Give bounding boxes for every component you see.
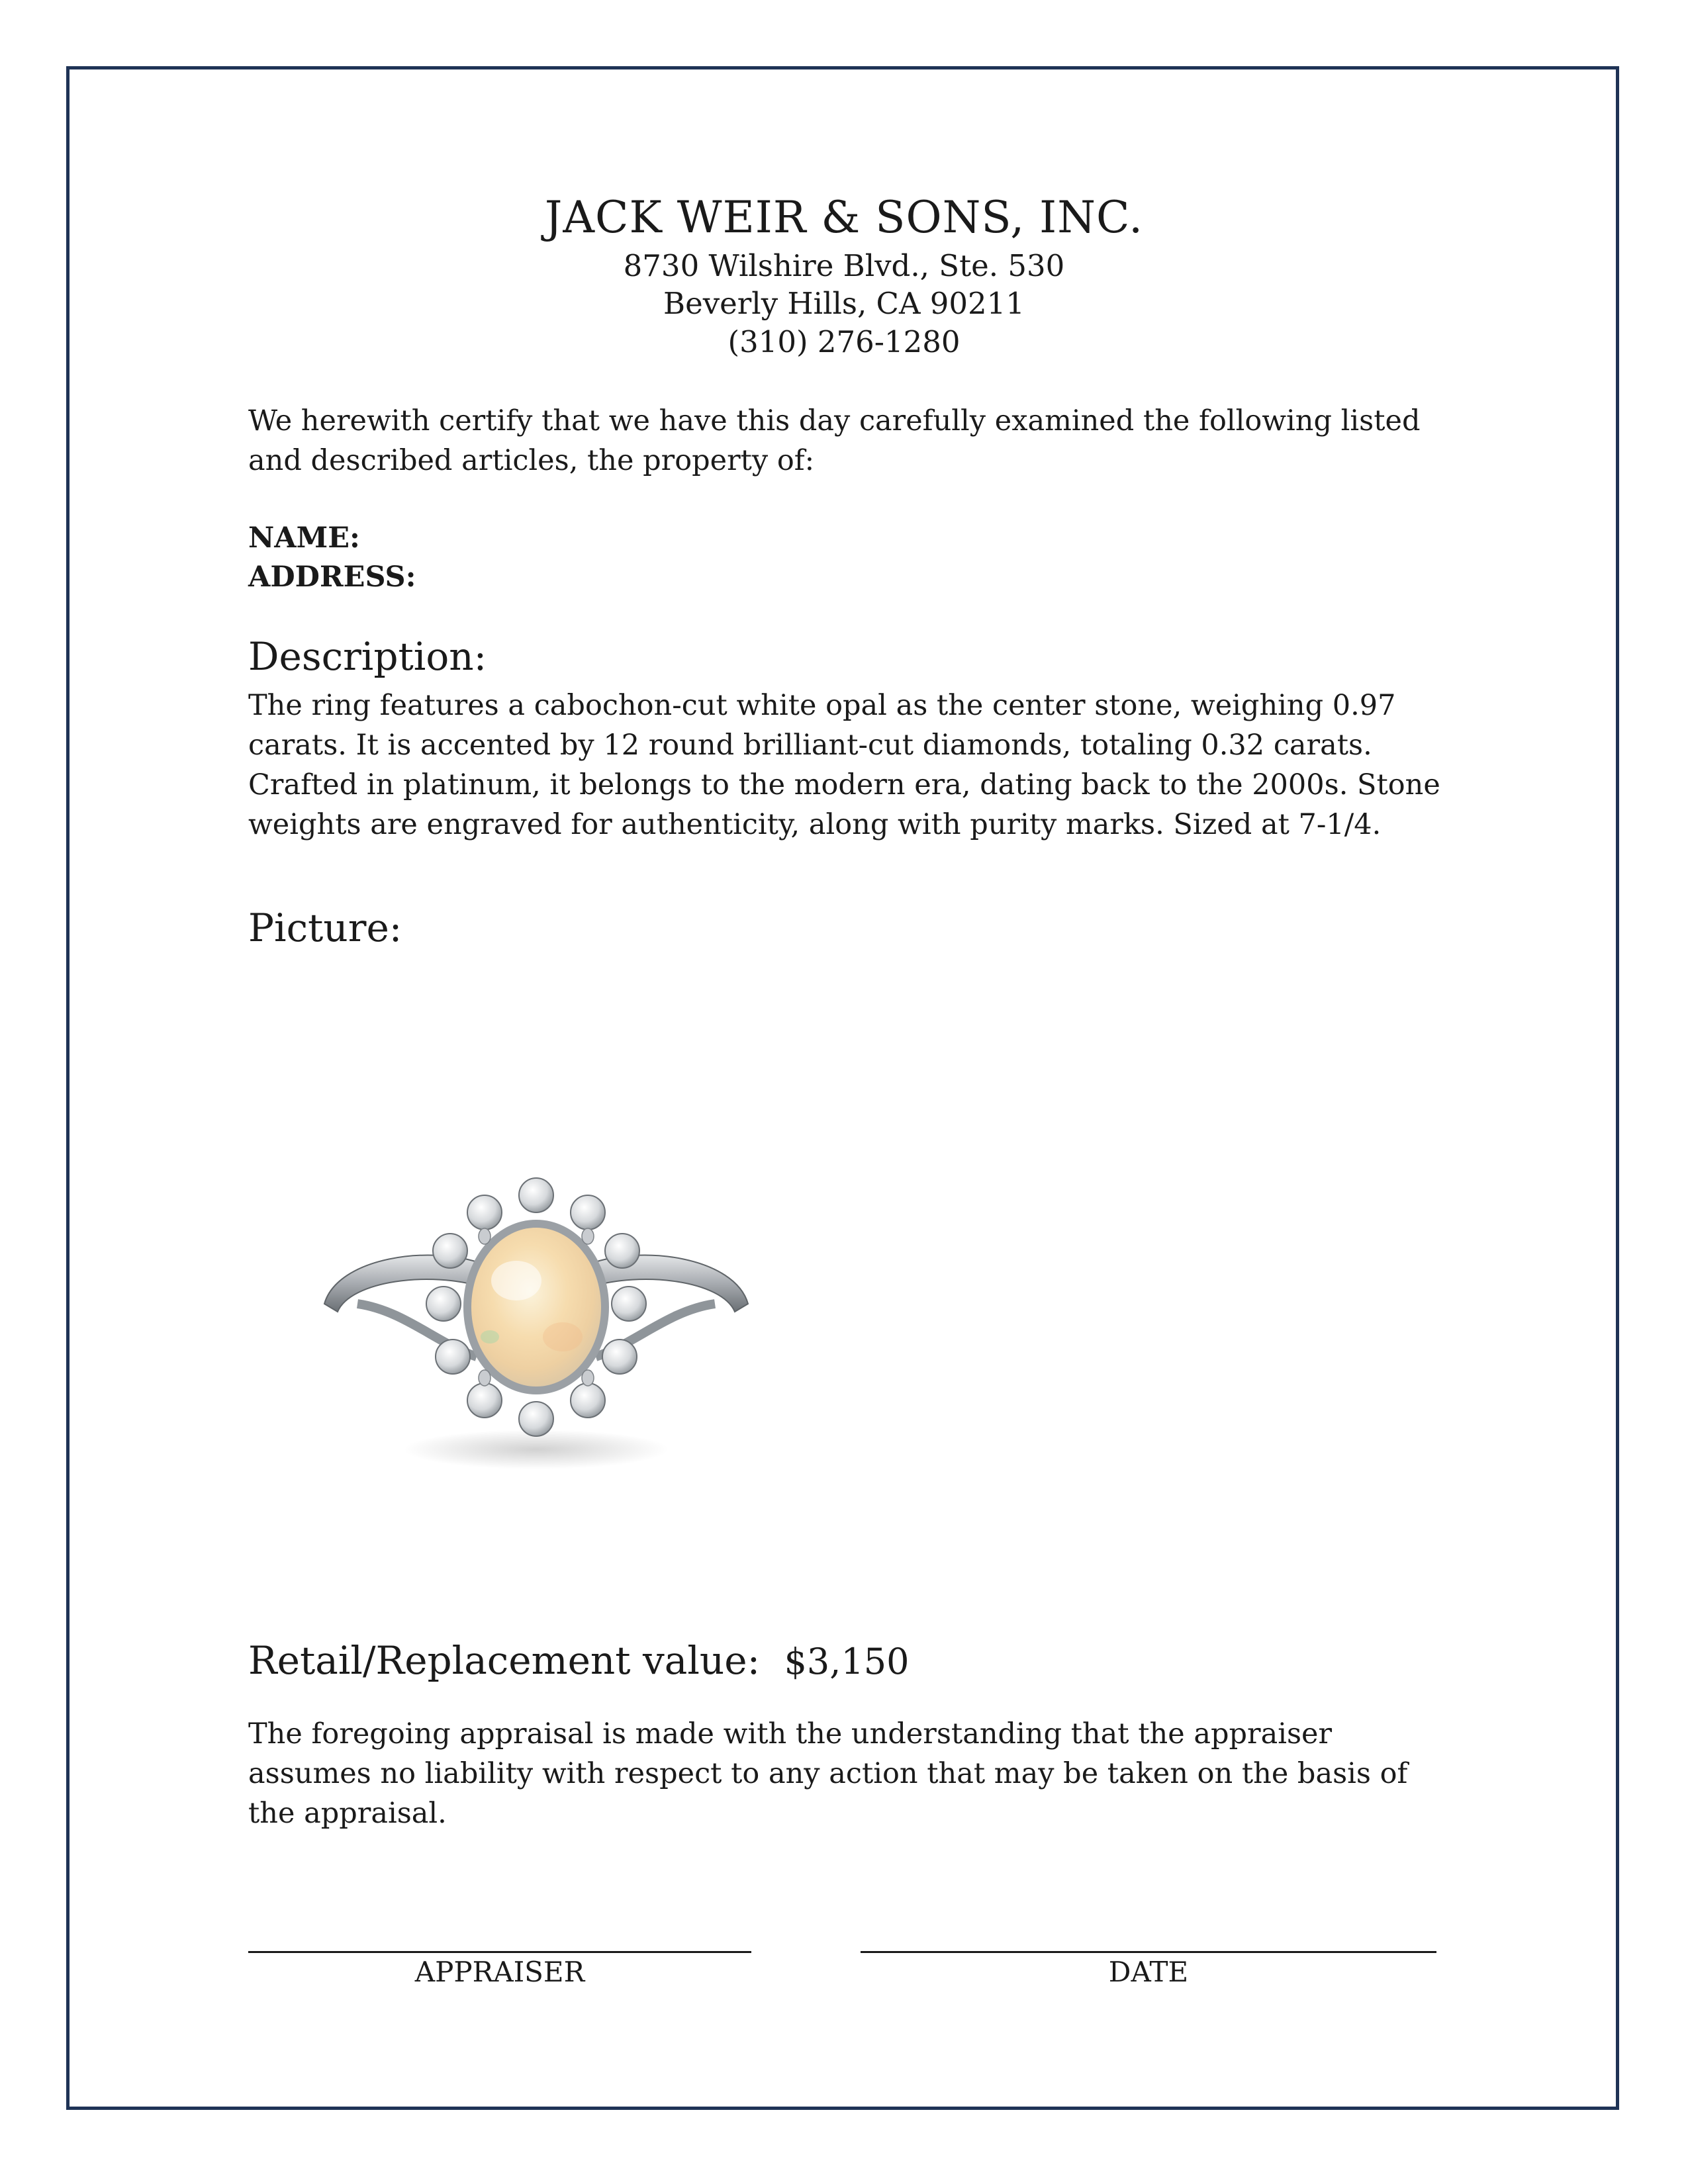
picture-heading: Picture: (248, 905, 402, 950)
company-address-line1: 8730 Wilshire Blvd., Ste. 530 (623, 248, 1065, 283)
owner-name-row (248, 518, 1453, 558)
disclaimer-text: The foregoing appraisal is made with the understanding that the appraiser assumes no liability with respect to any action that may be taken on the basis of the appraisal. (248, 1717, 1408, 1830)
certification-statement: We herewith certify that we have this day carefully examined the following listed and described articles, the property of: (248, 404, 1421, 477)
valuation-row (248, 1638, 910, 1683)
owner-name-label: NAME: (248, 522, 360, 555)
date-signature-line (861, 1951, 1436, 1953)
date-label: DATE (1108, 1956, 1189, 1988)
valuation-label: Retail/Replacement value: (248, 1638, 761, 1683)
description-text: The ring features a cabochon-cut white opal as the center stone, weighing 0.97 carats. It is accented by 12 round brilliant-cut diamonds, totaling 0.32 carats. Crafted in platinum, it belongs to the modern era, dating back to the 2000s. Stone weights are engraved for authenticity, along with purity marks. Sized at 7-1/4. (248, 689, 1440, 841)
owner-address-label: ADDRESS: (248, 561, 416, 594)
company-name: JACK WEIR & SONS, INC. (544, 192, 1144, 243)
owner-address-row (248, 557, 1453, 597)
appraiser-signature-line (248, 1951, 751, 1953)
appraiser-label: APPRAISER (414, 1956, 585, 1988)
description-heading: Description: (248, 634, 487, 679)
ring-photo (311, 1138, 774, 1482)
company-address-line2: Beverly Hills, CA 90211 (663, 286, 1025, 321)
valuation-amount: $3,150 (784, 1641, 910, 1682)
company-phone: (310) 276-1280 (727, 324, 961, 359)
